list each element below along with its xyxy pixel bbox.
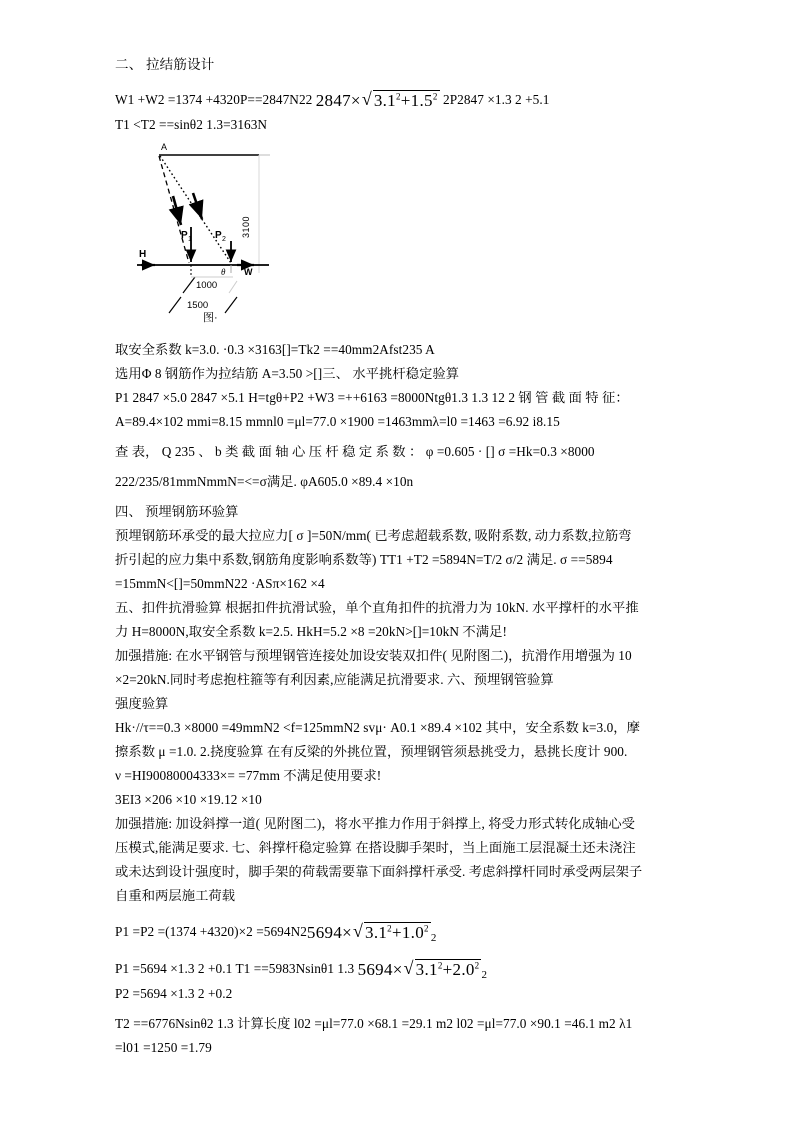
paragraph-line-01 xyxy=(115,89,690,111)
math2-radical xyxy=(353,922,431,943)
math3-b-exponent: 2 xyxy=(474,960,480,971)
paragraph-line-26 xyxy=(115,921,690,943)
math3-a-exponent: 2 xyxy=(437,960,443,971)
paragraph-line-27 xyxy=(115,958,690,980)
label-force-p1: P xyxy=(181,230,188,241)
math2-b-exponent: 2 xyxy=(424,923,429,934)
math3-plus: + xyxy=(442,960,453,979)
math2-trail: 2 xyxy=(430,932,437,944)
paragraph-line-03: 取安全系数 k=3.0. ·0.3 ×3163[]=Tk2 ==40mm2Afst235 A xyxy=(115,342,435,357)
paragraph-line-04: 选用Φ 8 钢筋作为拉结筋 A=3.50 >[]三、 水平挑杆稳定验算 xyxy=(115,366,460,381)
math2-radicand xyxy=(364,922,431,943)
paragraph-line-12: =15mmN<[]=50mmN22 ·ASπ×162 ×4 xyxy=(115,576,325,591)
paragraph-line-22: 加强措施: 加设斜撑一道( 见附图二)，将水平推力作用于斜撑上, 将受力形式转化成轴心受 xyxy=(115,816,636,831)
math3-radicand xyxy=(415,959,482,980)
math3-b: 2.0 xyxy=(452,960,475,979)
math1-plus: + xyxy=(400,91,411,110)
paragraph-line-11: 折引起的应力集中系数,钢筋角度影响系数等) TT1 +T2 =5894N=T/2 σ/2 满足. σ ==5894 xyxy=(115,552,613,567)
math3-radical xyxy=(404,959,482,980)
math2-b: 1.0 xyxy=(401,923,425,942)
paragraph-line-09: 四、 预埋钢筋环验算 xyxy=(115,504,239,519)
math3-trail: 2 xyxy=(481,969,488,981)
paragraph-line-25: 自重和两层施工荷载 xyxy=(115,888,236,903)
paragraph-line-10: 预埋钢筋环承受的最大拉应力[ σ ]=50N/mm( 已考虑超载系数, 吸附系数, 动力系数,拉筋弯 xyxy=(115,528,632,543)
paragraph-line-07: 查 表， Q 235 、 b 类 截 面 轴 心 压 杆 稳 定 系 数 ： φ =0.605 · [] σ =Hk=0.3 ×8000 xyxy=(115,444,595,459)
line-01b-text: 2P2847 ×1.3 2 +5.1 xyxy=(443,92,550,107)
spacer-5 xyxy=(115,946,690,958)
paragraph-line-29: T2 ==6776Nsinθ2 1.3 计算长度 l02 =μl=77.0 ×68.1 =29.1 m2 l02 =μl=77.0 ×90.1 =46.1 m2 λ1 xyxy=(115,1016,633,1031)
paragraph-line-17: 强度验算 xyxy=(115,696,169,711)
force-diagram-svg xyxy=(137,141,337,331)
math-expression-2 xyxy=(307,922,437,943)
math2-a-exponent: 2 xyxy=(387,923,392,934)
paragraph-line-05: P1 2847 ×5.0 2847 ×5.1 H=tgθ+P2 +W3 =++6163 =8000Ntgθ1.3 1.3 12 2 钢 管 截 面 特 征： xyxy=(115,390,629,405)
math1-radicand xyxy=(373,90,440,111)
math3-times: × xyxy=(392,960,403,979)
label-point-a: A xyxy=(161,142,168,152)
math3-a: 3.1 xyxy=(415,960,438,979)
math1-coef: 2847 xyxy=(315,91,351,110)
math2-plus: + xyxy=(391,923,402,942)
paragraph-line-19: 擦系数 μ =1.0. 2.挠度验算 在有反梁的外挑位置，预埋钢管须悬挑受力，悬挑长度计 900. xyxy=(115,744,628,759)
paragraph-line-13: 五、扣件抗滑验算 根据扣件抗滑试验，单个直角扣件的抗滑力为 10kN. 水平撑杆的水平推 xyxy=(115,600,639,615)
paragraph-line-30: =l01 =1250 =1.79 xyxy=(115,1040,212,1055)
paragraph-line-06: A=89.4×102 mmi=8.15 mmnl0 =μl=77.0 ×1900 =1463mmλ=l0 =1463 =6.92 i8.15 xyxy=(115,414,560,429)
label-force-p2: P xyxy=(215,230,222,241)
paragraph-line-23: 压模式,能满足要求. 七、斜撑杆稳定验算 在搭设脚手架时，当上面施工层混凝土还未浇注 xyxy=(115,840,636,855)
paragraph-line-18: Hk·//τ==0.3 ×8000 =49mmN2 <f=125mmN2 svμ· A0.1 ×89.4 ×102 其中，安全系数 k=3.0，摩 xyxy=(115,720,640,735)
label-dimension-1500: 1500 xyxy=(187,300,209,311)
paragraph-line-15: 加强措施: 在水平钢管与预埋钢管连接处加设安装双扣件( 见附图二)，抗滑作用增强为 10 xyxy=(115,648,632,663)
paragraph-line-16: ×2=20kN.同时考虑抱柱箍等有利因素,应能满足抗滑要求. 六、预埋钢管验算 xyxy=(115,672,554,687)
math-expression-3 xyxy=(358,959,488,980)
math2-times: × xyxy=(342,923,353,942)
paragraph-line-08: 222/235/81mmNmmN=<=σ满足. φA605.0 ×89.4 ×10n xyxy=(115,474,414,489)
paragraph-line-24: 或未达到设计强度时，脚手架的荷载需要靠下面斜撑杆承受. 考虑斜撑杆同时承受两层架子 xyxy=(115,864,643,879)
section-heading: 二、 拉结筋设计 xyxy=(115,57,215,72)
line-01a-text: W1 +W2 =1374 +4320P==2847N22 xyxy=(115,92,313,107)
label-force-h: H xyxy=(139,249,147,260)
label-force-p1-subscript: 1 xyxy=(188,236,192,243)
paragraph-line-14: 力 H=8000N,取安全系数 k=2.5. HkH=5.2 ×8 =20kN>[]=10kN 不满足! xyxy=(115,624,507,639)
label-force-p2-subscript: 2 xyxy=(222,236,226,243)
paragraph-line-21: 3EI3 ×206 ×10 ×19.12 ×10 xyxy=(115,792,262,807)
paragraph-line-20: ν =HI90080004333×= =77mm 不满足使用要求! xyxy=(115,768,382,783)
math2-coef: 5694 xyxy=(306,923,343,942)
math1-a: 3.1 xyxy=(373,91,396,110)
math2-a: 3.1 xyxy=(365,923,388,942)
math1-b-exponent: 2 xyxy=(432,91,438,102)
label-force-w: W xyxy=(244,267,253,277)
math1-times: × xyxy=(350,91,361,110)
math1-b: 1.5 xyxy=(410,91,433,110)
math1-a-exponent: 2 xyxy=(395,91,401,102)
math-expression-1 xyxy=(316,90,440,111)
paragraph-line-02: T1 <T2 ==sinθ2 1.3=3163N xyxy=(115,117,268,132)
label-dimension-1000: 1000 xyxy=(196,280,218,291)
force-diagram-figure xyxy=(137,141,337,331)
math3-coef: 5694 xyxy=(357,960,393,979)
math1-radical xyxy=(362,90,440,111)
line-26-text: P1 =P2 =(1374 +4320)×2 =5694N2 xyxy=(115,924,307,939)
line-27-text: P1 =5694 ×1.3 2 +0.1 T1 ==5983Nsinθ1 1.3 xyxy=(115,961,355,976)
figure-caption: 图· xyxy=(203,312,218,324)
paragraph-line-28: P2 =5694 ×1.3 2 +0.2 xyxy=(115,986,233,1001)
document-body xyxy=(115,55,690,1061)
label-angle-theta: θ xyxy=(221,267,226,277)
label-vertical-dimension: 3100 xyxy=(241,215,251,238)
spacer-4 xyxy=(115,909,690,921)
